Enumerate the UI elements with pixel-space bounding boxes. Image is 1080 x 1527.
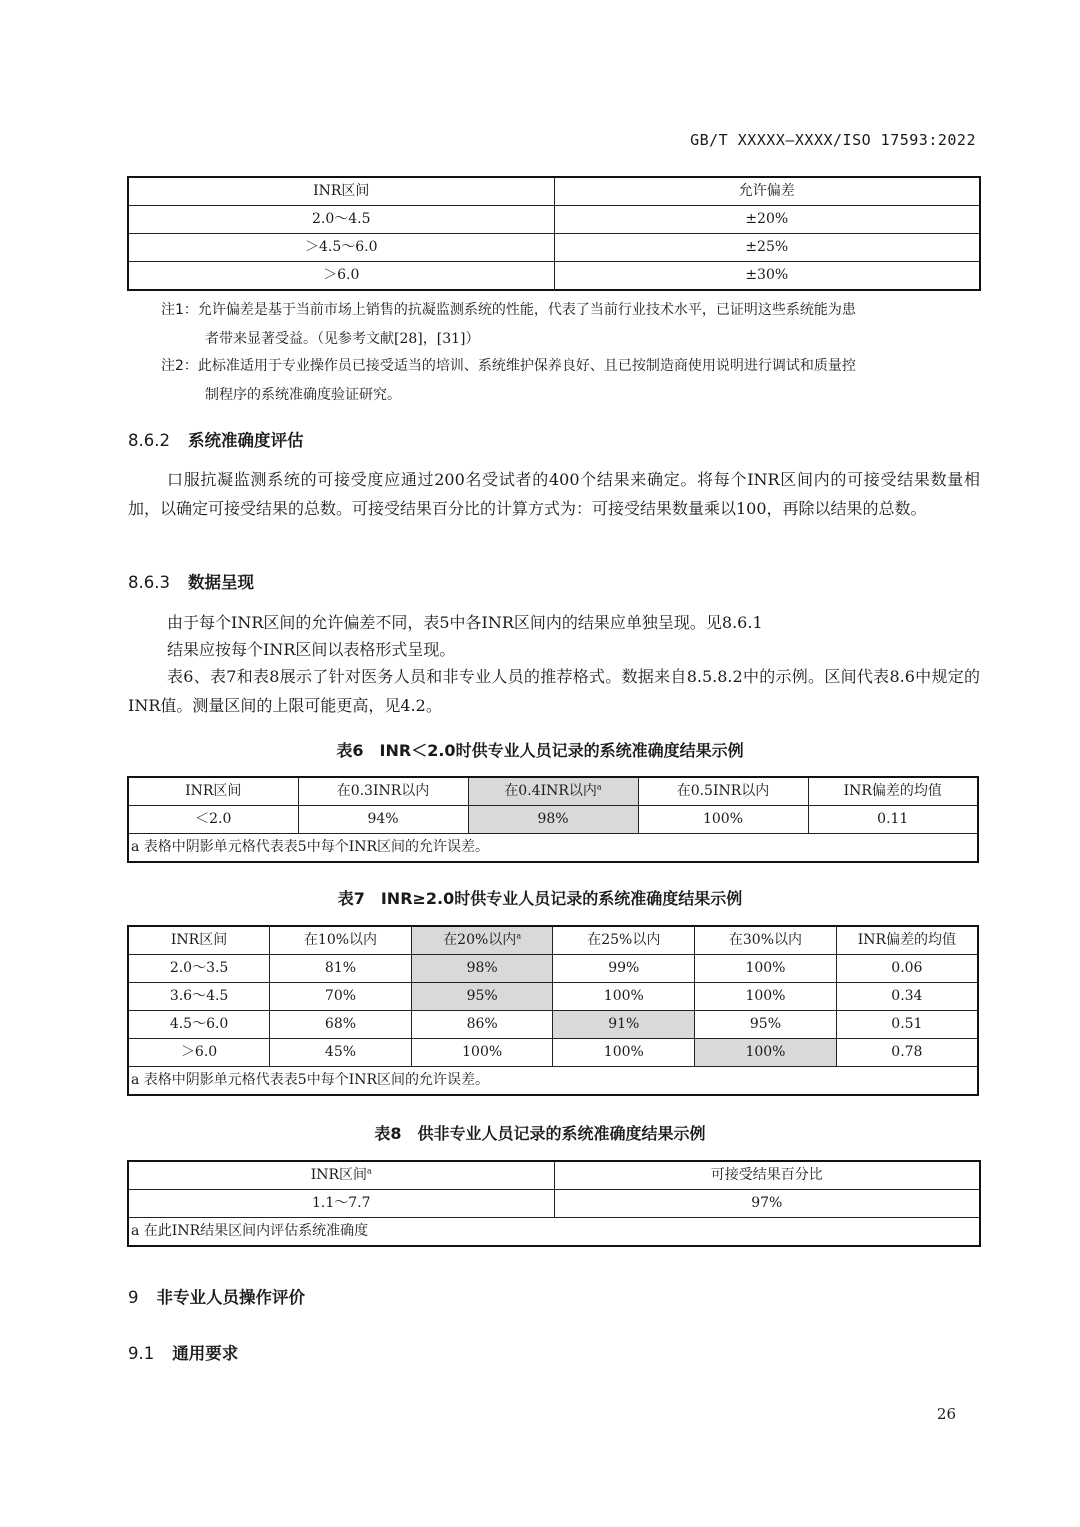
table-cell: 68%	[270, 1011, 412, 1039]
header-text: 在0.4INR以内	[504, 783, 597, 799]
table-header-row	[128, 177, 980, 206]
table-header-cell: 允许偏差	[554, 177, 980, 206]
table-header-cell: INR偏差的均值	[836, 926, 978, 955]
header-text: INR区间	[310, 1167, 368, 1183]
table-cell-shaded: 100%	[695, 1039, 837, 1067]
table-7	[127, 925, 979, 1096]
table-cell: 2.0～4.5	[128, 206, 554, 234]
table-row	[128, 806, 978, 834]
table-header-cell-shaded	[411, 926, 553, 955]
section-title: 系统准确度评估	[187, 431, 304, 450]
table-row	[128, 983, 978, 1011]
table-cell: 94%	[298, 806, 468, 834]
table-header-cell: 在10%以内	[270, 926, 412, 955]
table-cell: 0.11	[808, 806, 978, 834]
table-row	[128, 955, 978, 983]
note-text: 允许偏差是基于当前市场上销售的抗凝监测系统的性能，代表了当前行业技术水平，已证明这些系统能为患	[197, 302, 856, 318]
table-cell: 0.34	[836, 983, 978, 1011]
footnote-marker: a	[596, 782, 602, 792]
note-label: 注1：	[161, 302, 198, 318]
footnote-marker: a	[516, 931, 522, 941]
section-title: 通用要求	[172, 1344, 239, 1363]
section-heading-8-6-2	[128, 427, 303, 451]
table-cell: 100%	[411, 1039, 553, 1067]
note-text-continued: 制程序的系统准确度验证研究。	[205, 387, 401, 403]
table-cell-shaded: 98%	[411, 955, 553, 983]
table-header-cell: 在0.3INR以内	[298, 777, 468, 806]
table-cell: 0.78	[836, 1039, 978, 1067]
table-cell: ±25%	[554, 234, 980, 262]
section-8-6-3-line-2: 结果应按每个INR区间以表格形式呈现。	[167, 640, 456, 659]
table-cell: 81%	[270, 955, 412, 983]
section-number: 9	[128, 1288, 139, 1307]
table-cell: 3.6～4.5	[128, 983, 270, 1011]
table-footnote: a 表格中阴影单元格代表表5中每个INR区间的允许误差。	[128, 1067, 978, 1096]
note-label: 注2：	[161, 358, 198, 374]
table-cell: 86%	[411, 1011, 553, 1039]
table-header-cell: 在0.5INR以内	[638, 777, 808, 806]
table-5	[127, 176, 981, 291]
table-footnote-row	[128, 1218, 980, 1247]
table-footnote: a 表格中阴影单元格代表表5中每个INR区间的允许误差。	[128, 834, 978, 863]
table-header-cell: INR偏差的均值	[808, 777, 978, 806]
table-cell: 0.06	[836, 955, 978, 983]
table-cell: 1.1～7.7	[128, 1190, 554, 1218]
table-header-row	[128, 777, 978, 806]
table-cell: 0.51	[836, 1011, 978, 1039]
section-heading-9-1	[128, 1340, 238, 1364]
table-header-row	[128, 1161, 980, 1190]
table-cell: 4.5～6.0	[128, 1011, 270, 1039]
table-cell: 2.0～3.5	[128, 955, 270, 983]
table-cell-shaded: 98%	[468, 806, 638, 834]
table-header-cell: 在30%以内	[695, 926, 837, 955]
table-header-cell: INR区间	[128, 926, 270, 955]
table-footnote: a 在此INR结果区间内评估系统准确度	[128, 1218, 980, 1247]
document-header: GB/T XXXXX—XXXX/ISO 17593:2022	[690, 131, 976, 149]
note-1	[161, 296, 981, 354]
table-header-cell: 在25%以内	[553, 926, 695, 955]
table-row	[128, 1190, 980, 1218]
note-text: 此标准适用于专业操作员已接受适当的培训、系统维护保养良好、且已按制造商使用说明进行调试和质量控	[197, 358, 856, 374]
table-header-cell: INR区间	[128, 177, 554, 206]
table-cell: ＞4.5～6.0	[128, 234, 554, 262]
table-cell: 70%	[270, 983, 412, 1011]
table-cell: ±20%	[554, 206, 980, 234]
section-8-6-2-body: 口服抗凝监测系统的可接受度应通过200名受试者的400个结果来确定。将每个INR区间内的可接受结果数量相加，以确定可接受结果的总数。可接受结果百分比的计算方式为：可接受结果数量乘以100，再除以结果的总数。	[128, 470, 980, 518]
table-8	[127, 1160, 981, 1247]
table-cell: 100%	[638, 806, 808, 834]
section-title: 数据呈现	[187, 573, 254, 592]
table-row	[128, 206, 980, 234]
section-heading-9	[128, 1284, 305, 1308]
table-cell: 100%	[695, 983, 837, 1011]
table-cell: ±30%	[554, 262, 980, 291]
table-7-caption: 表7 INR≥2.0时供专业人员记录的系统准确度结果示例	[337, 889, 743, 908]
table-8-caption: 表8 供非专业人员记录的系统准确度结果示例	[374, 1124, 706, 1143]
table-cell: ＞6.0	[128, 262, 554, 291]
table-cell: 45%	[270, 1039, 412, 1067]
table-header-cell	[128, 1161, 554, 1190]
table-cell: 95%	[695, 1011, 837, 1039]
table-cell-shaded: 95%	[411, 983, 553, 1011]
table-cell: 100%	[553, 1039, 695, 1067]
table-header-row	[128, 926, 978, 955]
page-number: 26	[936, 1405, 956, 1423]
section-8-6-3-paragraph: 表6、表7和表8展示了针对医务人员和非专业人员的推荐格式。数据来自8.5.8.2中的示例。区间代表8.6中规定的INR值。测量区间的上限可能更高，见4.2。	[128, 667, 980, 715]
table-cell-shaded: 91%	[553, 1011, 695, 1039]
footnote-marker: a	[367, 1166, 372, 1176]
section-8-6-3-line-1: 由于每个INR区间的允许偏差不同，表5中各INR区间内的结果应单独呈现。见8.6.1	[167, 613, 763, 632]
table-footnote-row	[128, 1067, 978, 1096]
table-header-cell: 可接受结果百分比	[554, 1161, 980, 1190]
table-cell: 99%	[553, 955, 695, 983]
section-number: 8.6.2	[128, 431, 170, 450]
table-cell: 100%	[695, 955, 837, 983]
section-number: 9.1	[128, 1344, 155, 1363]
table-row	[128, 262, 980, 291]
table-footnote-row	[128, 834, 978, 863]
header-text: 在20%以内	[443, 932, 517, 948]
table-row	[128, 1011, 978, 1039]
table-cell: 100%	[553, 983, 695, 1011]
table-cell: ＞6.0	[128, 1039, 270, 1067]
table-6	[127, 776, 979, 863]
section-heading-8-6-3	[128, 569, 254, 593]
section-number: 8.6.3	[128, 573, 170, 592]
table-row	[128, 234, 980, 262]
table-6-caption: 表6 INR＜2.0时供专业人员记录的系统准确度结果示例	[336, 741, 744, 760]
table-row	[128, 1039, 978, 1067]
note-text-continued: 者带来显著受益。（见参考文献[28]，[31]）	[205, 331, 480, 347]
section-title: 非专业人员操作评价	[156, 1288, 305, 1307]
table-header-cell-shaded	[468, 777, 638, 806]
table-cell: ＜2.0	[128, 806, 298, 834]
table-cell: 97%	[554, 1190, 980, 1218]
note-2	[161, 352, 981, 410]
table-header-cell: INR区间	[128, 777, 298, 806]
